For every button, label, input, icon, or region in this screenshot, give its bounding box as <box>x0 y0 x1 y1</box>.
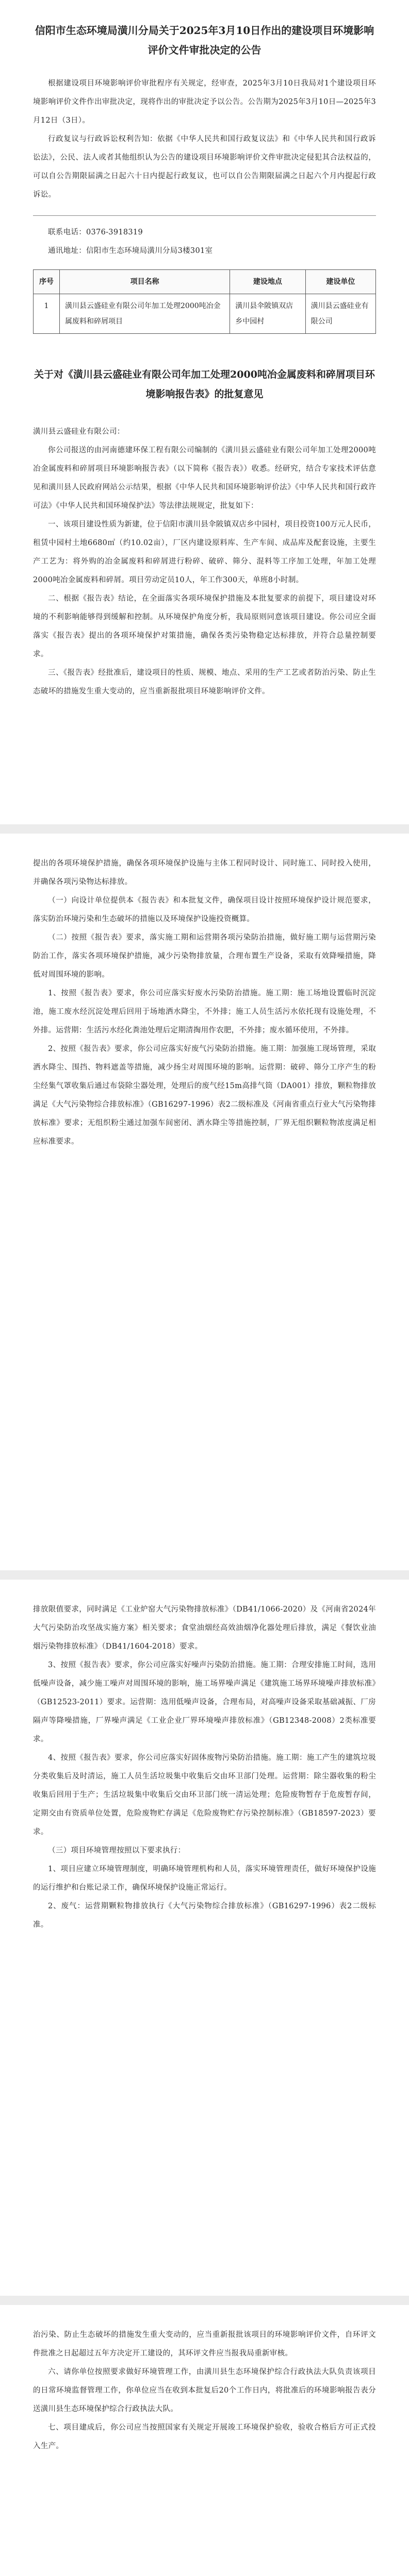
reply-paragraph: 一、该项目建设性质为新建，位于信阳市潢川县伞陂镇双店乡中园村，项目投资100万元人民币，租赁中园村土地6680㎡（约10.02亩），厂区内建设原料库、生产车间、成品库及配套设施，主要生产工艺为：将外购的冶金属废料和碎屑进行粉碎、破碎、筛分、混料等工序加工处理，年加工处理2000吨冶金属废料和碎屑。项目劳动定员10人，年工作300天，单班8小时制。 <box>33 520 376 584</box>
header-unit: 建设单位 <box>305 270 375 294</box>
cell-name: 潢川县云盛硅业有限公司年加工处理2000吨冶金属废料和碎屑项目 <box>60 294 230 334</box>
cell-no: 1 <box>34 294 60 334</box>
page-4 <box>0 2305 409 2576</box>
table-header-row <box>34 270 376 294</box>
reply-paragraph: 提出的各项环境保护措施，确保各项环境保护设施与主体工程同时设计、同时施工、同时投入使用，并确保各项污染物达标排放。 <box>33 859 376 886</box>
reply-paragraph: 2、废气：运营期颗粒物排放执行《大气污染物综合排放标准》（GB16297-1996）表2二级标准。 <box>33 1902 376 1929</box>
reply-paragraph: 治污染、防止生态破坏的措施发生重大变动的，应当重新报批该项目的环境影响评价文件，自环评文件批准之日起超过五年方决定开工建设的，其环评文件应当报我局重新审核。 <box>33 2331 376 2358</box>
notice-intro: 根据建设项目环境影响评价审批程序有关规定，经审查，2025年3月10日我局对1个建设项目环境影响评价文件作出审批决定，现将作出的审批决定予以公告。公告期为2025年3月10日—2025年3月12日（3日）。 <box>33 79 376 125</box>
reply-paragraph: （一）向设计单位提供本《报告表》和本批复文件，确保项目设计按照环境保护设计规范要求，落实防治环境污染和生态破坏的措施以及环境保护设施投资概算。 <box>33 896 376 923</box>
contact-address: 通讯地址：信阳市生态环境局潢川分局3楼301室 <box>48 247 213 255</box>
project-table <box>33 269 376 334</box>
header-name: 项目名称 <box>60 270 230 294</box>
page-1 <box>0 0 409 824</box>
reply-paragraph: 排放限值要求，同时满足《工业炉窑大气污染物排放标准》（DB41/1066-2020）及《河南省2024年大气污染防治攻坚战实施方案》相关要求；食堂油烟经高效油烟净化器处理后排放，满足《餐饮业油烟污染物排放标准》（DB41/1604-2018）要求。 <box>33 1605 376 1651</box>
reply-paragraph: 4、按照《报告表》要求，你公司应落实好固体废物污染防治措施。施工期：施工产生的建筑垃圾分类收集后及时清运，施工人员生活垃圾集中收集后交由环卫部门处理。运营期：除尘器收集的粉尘收集后回用于生产；生活垃圾集中收集后交由环卫部门统一清运处理；危险废物暂存于危废暂存间，定期交由有资质单位处置，危险废物贮存满足《危险废物贮存污染控制标准》（GB18597-2023）要求。 <box>33 1754 376 1836</box>
reply-paragraph: 1、项目应建立环境管理制度，明确环境管理机构和人员，落实环境管理责任，做好环境保护设施的运行维护和台账记录工作，确保环境保护设施正常运行。 <box>33 1865 376 1892</box>
reply-paragraph: 你公司报送的由河南德建环保工程有限公司编制的《潢川县云盛硅业有限公司年加工处理2000吨冶金属废料和碎屑项目环境影响报告表》（以下简称《报告表》）收悉。经研究，结合专家技术评估意见和潢川县人民政府网站公示结果，根据《中华人民共和国环境影响评价法》《中华人民共和国行政许可法》《中华人民共和国环境保护法》等法律法规规定，批复如下： <box>33 446 376 510</box>
reply-recipient: 潢川县云盛硅业有限公司： <box>33 428 125 436</box>
header-no: 序号 <box>34 270 60 294</box>
reply-title: 关于对《潢川县云盛硅业有限公司年加工处理2000吨冶金属废料和碎屑项目环境影响报告表》的批复意见 <box>34 369 375 400</box>
contact-phone: 联系电话：0376-3918319 <box>48 228 143 236</box>
reply-paragraph: （二）按照《报告表》要求，落实施工期和运营期各项污染防治措施，做好施工期与运营期污染防治工作，落实各项环境保护措施，减少污染物排放量，合理布置生产设备，采取有效降噪措施，降低对周围环境的影响。 <box>33 934 376 979</box>
page-2 <box>0 834 409 1570</box>
header-location: 建设地点 <box>230 270 305 294</box>
table-row <box>34 294 376 334</box>
divider <box>33 215 376 216</box>
reply-paragraph: 3、按照《报告表》要求，你公司应落实好噪声污染防治措施。施工期：合理安排施工时间，选用低噪声设备，减少施工噪声对周围环境的影响，施工场界噪声满足《建筑施工场界环境噪声排放标准》（GB12523-2011）要求。运营期：选用低噪声设备，合理布局，对高噪声设备采取基础减振、厂房隔声等降噪措施，厂界噪声满足《工业企业厂界环境噪声排放标准》（GB12348-2008）2类标准要求。 <box>33 1661 376 1743</box>
notice-appeal: 行政复议与行政诉讼权利告知：依据《中华人民共和国行政复议法》和《中华人民共和国行政诉讼法》，公民、法人或者其他组织认为公告的建设项目环境影响评价文件审批决定侵犯其合法权益的，可以自公告期限届满之日起六十日内提起行政复议，也可以自公告期限届满之日起六个月内提起行政诉讼。 <box>33 135 376 199</box>
reply-paragraph: （三）项目环境管理按照以下要求执行： <box>48 1846 186 1855</box>
reply-paragraph: 三、《报告表》经批准后，建设项目的性质、规模、地点、采用的生产工艺或者防治污染、防止生态破坏的措施发生重大变动的，应当重新报批项目环境影响评价文件。 <box>33 669 376 696</box>
page-3 <box>0 1580 409 2296</box>
cell-location: 潢川县伞陂镇双店乡中园村 <box>230 294 305 334</box>
notice-title: 信阳市生态环境局潢川分局关于2025年3月10日作出的建设项目环境影响评价文件审批决定的公告 <box>35 24 374 56</box>
reply-paragraph: 2、按照《报告表》要求，你公司应落实好废气污染防治措施。施工期：加强施工现场管理，采取洒水降尘、围挡、物料遮盖等措施，减少扬尘对周围环境的影响。运营期：破碎、筛分工序产生的粉尘经集气罩收集后通过布袋除尘器处理，处理后的废气经15m高排气筒（DA001）排放，颗粒物排放满足《大气污染物综合排放标准》（GB16297-1996）表2二级标准及《河南省重点行业大气污染物排放标准》要求；无组织粉尘通过加强车间密闭、洒水降尘等措施控制，厂界无组织颗粒物浓度满足相应标准要求。 <box>33 1045 376 1146</box>
reply-paragraph: 1、按照《报告表》要求，你公司应落实好废水污染防治措施。施工期：施工场地设置临时沉淀池，施工废水经沉淀处理后回用于场地洒水降尘，不外排；施工人员生活污水依托现有设施处理，不外排。运营期：生活污水经化粪池处理后定期清掏用作农肥，不外排；废水循环使用，不外排。 <box>33 989 376 1035</box>
reply-paragraph: 七、项目建成后，你公司应当按照国家有关规定开展竣工环境保护验收，验收合格后方可正式投入生产。 <box>33 2424 376 2450</box>
reply-paragraph: 二、根据《报告表》结论，在全面落实各项环境保护措施及本批复要求的前提下，项目建设对环境的不利影响能够得到缓解和控制。从环境保护角度分析，我局原则同意该项目建设。你公司应全面落实《报告表》提出的各项环境保护对策措施，确保各类污染物稳定达标排放，并符合总量控制要求。 <box>33 595 376 658</box>
reply-paragraph: 六、请你单位按照要求做好环境管理工作，由潢川县生态环境保护综合行政执法大队负责该项目的日常环境监督管理工作，你单位应当在收到本批复后20个工作日内，将批准后的环境影响报告表分送潢川县生态环境保护综合行政执法大队。 <box>33 2368 376 2413</box>
cell-unit: 潢川县云盛硅业有限公司 <box>305 294 375 334</box>
